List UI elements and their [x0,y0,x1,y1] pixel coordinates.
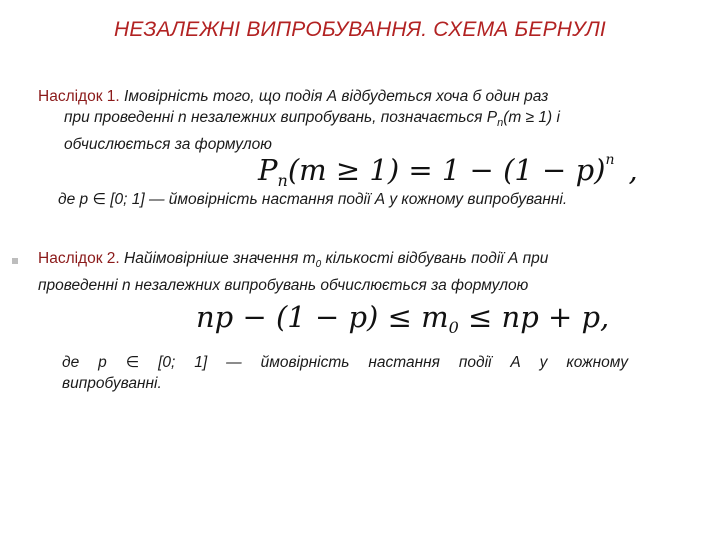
formula-2-left: np − (1 − p) ≤ m [196,300,449,334]
corollary-1-line-2-sub: n [497,117,504,130]
corollary-2-where-line-2: випробуванні. [62,375,162,392]
corollary-1-line-2 [38,107,678,134]
corollary-2-text-b: кількості відбувань події А при [321,250,549,267]
formula-1-comma: , [628,153,638,187]
formula-1-P: P [258,153,278,187]
corollary-1-line-2-tail: (m ≥ 1) і [503,109,560,126]
formula-1-exp: n [605,152,615,168]
corollary-1 [38,86,678,155]
formula-2 [196,300,609,337]
slide-title: НЕЗАЛЕЖНІ ВИПРОБУВАННЯ. СХЕМА БЕРНУЛІ [114,18,606,41]
corollary-2-label: Наслідок 2. [38,250,120,267]
corollary-1-line-1 [38,86,678,107]
corollary-1-line-2-text: при проведенні n незалежних випробувань, позначається P [64,109,498,126]
corollary-1-where: де p ∈ [0; 1] — ймовірність настання події А у кожному випробуванні. [58,191,568,208]
formula-1-body: (m ≥ 1) = 1 − (1 − p) [287,153,606,187]
corollary-1-text: Імовірність того, що подія А відбудеться хоча б один раз [119,88,549,105]
corollary-1-line-3: обчислюється за формулою [64,136,272,154]
corollary-2-text-a: Найімовірніше значення m [119,250,316,267]
bullet-marker [12,258,18,264]
corollary-2-where [62,352,628,394]
corollary-2-text-a-sub: 0 [315,259,322,271]
corollary-2-where-line-1: де p ∈ [0; 1] — ймовірність настання події А у кожному [62,354,628,371]
formula-1 [258,152,638,190]
formula-2-sub: 0 [448,318,459,337]
formula-1-sub: n [277,171,288,190]
corollary-1-label: Наслідок 1. [38,88,120,105]
corollary-2-line-2: проведенні n незалежних випробувань обчислюється за формулою [38,277,529,295]
formula-2-right: ≤ np + p, [458,300,610,334]
corollary-2 [38,248,688,296]
